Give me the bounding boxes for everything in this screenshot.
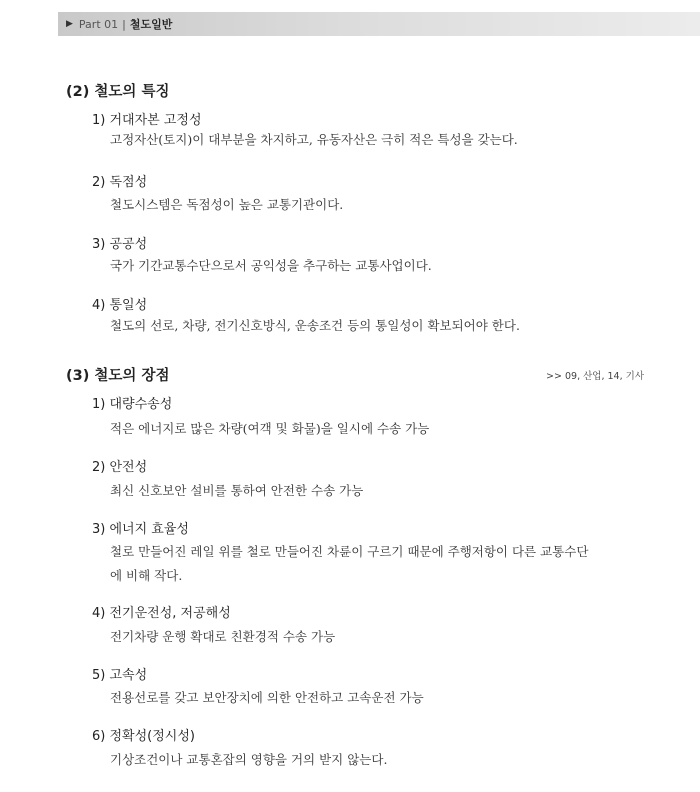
item-title: 2) 안전성	[92, 460, 148, 475]
item-text: 전기차량 운행 확대로 친환경적 수송 가능	[110, 629, 336, 644]
item-title: 4) 통일성	[92, 298, 148, 313]
chapter-title: 철도일반	[129, 18, 173, 31]
item-title: 3) 에너지 효율성	[92, 522, 189, 537]
item-text: 고정자산(토지)이 대부분을 차지하고, 유동자산은 극히 적은 특성을 갖는다.	[110, 132, 518, 147]
page-header	[58, 12, 700, 36]
item-title: 4) 전기운전성, 저공해성	[92, 606, 231, 621]
item-text: 철로 만들어진 레일 위를 철로 만들어진 차륜이 구르기 때문에 주행저항이 다른 교통수단	[110, 544, 589, 559]
item-text: 철도시스템은 독점성이 높은 교통기관이다.	[110, 197, 344, 212]
item-title: 1) 거대자본 고정성	[92, 113, 202, 128]
item-text: 적은 에너지로 많은 차량(여객 및 화물)을 일시에 수송 가능	[110, 421, 430, 436]
header-separator: |	[122, 17, 126, 31]
item-text: 철도의 선로, 차량, 전기신호방식, 운송조건 등의 통일성이 확보되어야 한다.	[110, 318, 520, 333]
item-title: 3) 공공성	[92, 237, 148, 252]
item-text: 최신 신호보안 설비를 통하여 안전한 수송 가능	[110, 483, 364, 498]
item-text: 전용선로를 갖고 보안장치에 의한 안전하고 고속운전 가능	[110, 690, 424, 705]
item-text-continued: 에 비해 작다.	[110, 568, 183, 583]
item-title: 2) 독점성	[92, 175, 148, 190]
section-title: (3) 철도의 장점	[66, 368, 170, 384]
exam-reference: >> 09, 산업, 14, 기사	[546, 371, 644, 382]
item-title: 1) 대량수송성	[92, 397, 173, 412]
part-label: Part 01	[78, 17, 119, 31]
section-title: (2) 철도의 특징	[66, 84, 170, 100]
item-text: 기상조건이나 교통혼잡의 영향을 거의 받지 않는다.	[110, 752, 388, 767]
item-title: 5) 고속성	[92, 668, 148, 683]
item-text: 국가 기간교통수단으로서 공익성을 추구하는 교통사업이다.	[110, 258, 432, 273]
triangle-icon: ▶	[66, 19, 73, 29]
item-title: 6) 정확성(정시성)	[92, 729, 195, 744]
